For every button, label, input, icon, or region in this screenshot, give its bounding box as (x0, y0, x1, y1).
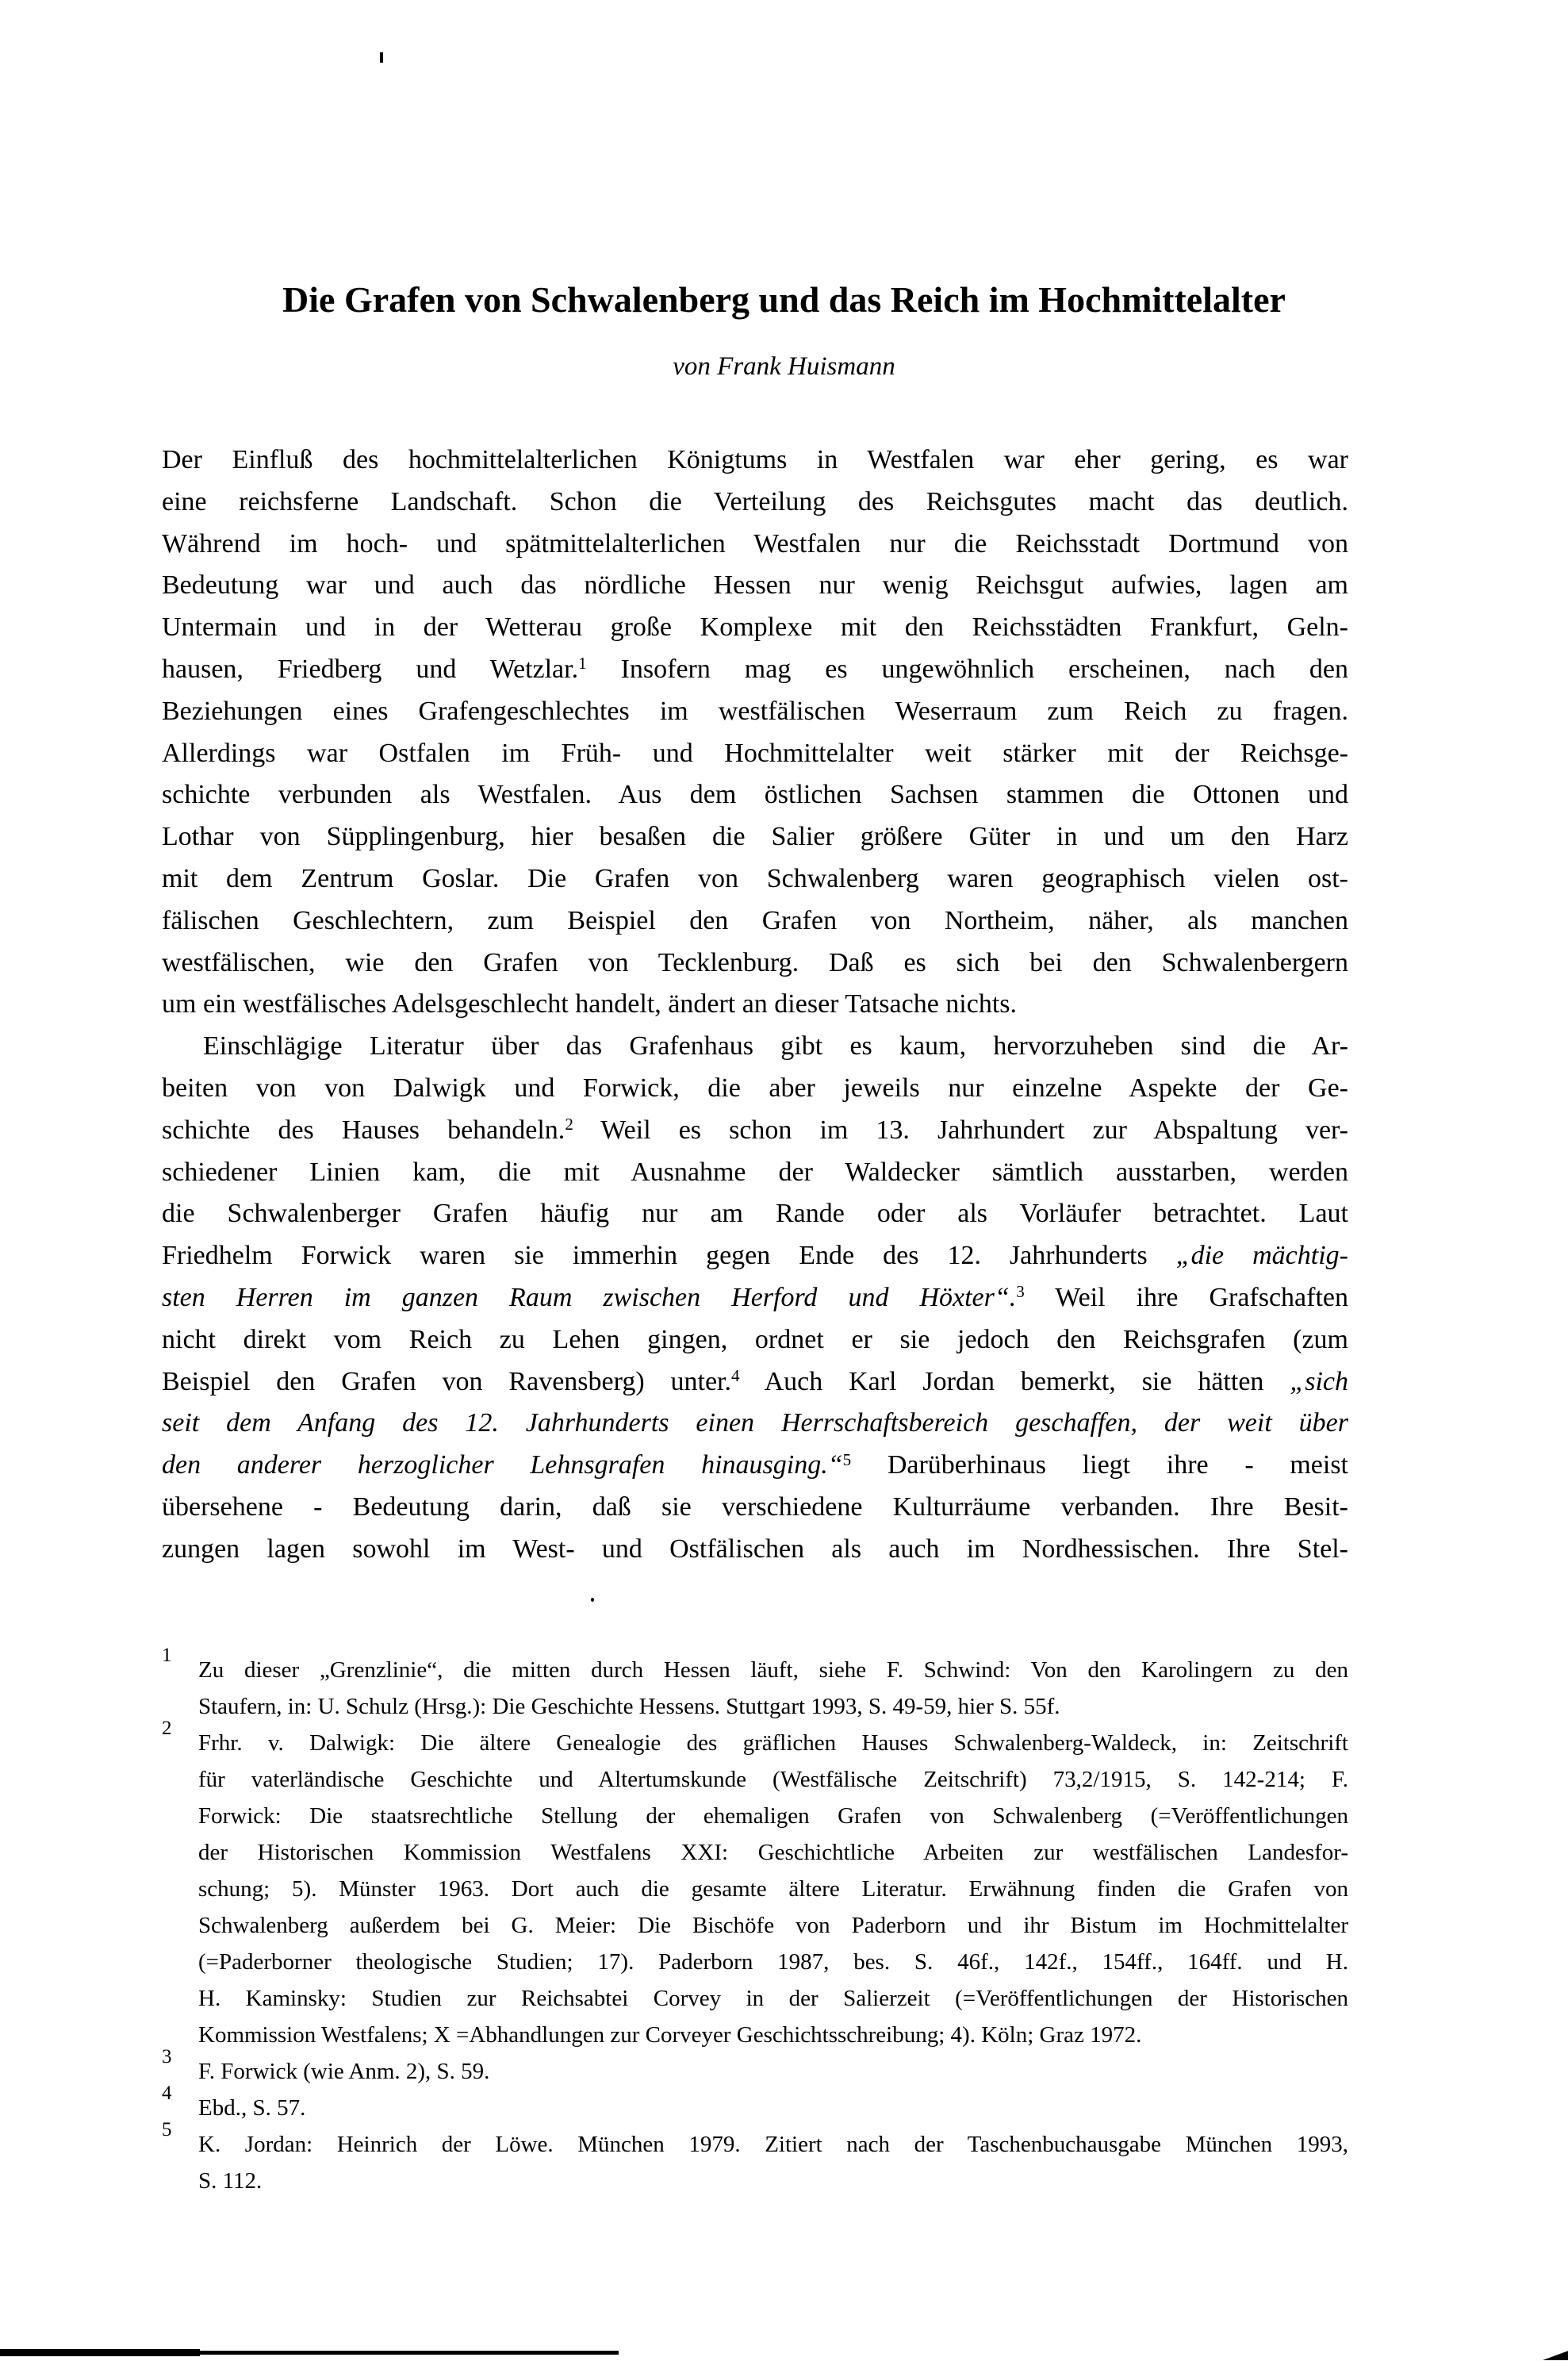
body-segment: beiten von von Dalwigk und Forwick, die aber jeweils nur einzelne Aspekte der Ge- (162, 1073, 1348, 1103)
footnote-line: Forwick: Die staatsrechtliche Stellung der ehemaligen Grafen von Schwalenberg (=Veröffentlichungen (198, 1803, 1348, 1829)
footnote-line: der Historischen Kommission Westfalens XXI: Geschichtliche Arbeiten zur westfälischen Landesfor- (198, 1840, 1348, 1865)
footnote-line: schung; 5). Münster 1963. Dort auch die gesamte ältere Literatur. Erwähnung finden die Grafen von (198, 1876, 1348, 1902)
scan-artifact-bottom-bar-thin (197, 2351, 619, 2355)
body-segment: Insofern mag es ungewöhnlich erscheinen, nach den (586, 654, 1348, 684)
body-segment: Der Einfluß des hochmittelalterlichen Königtums in Westfalen war eher gering, es war (162, 445, 1348, 474)
footnote-line: S. 112. (198, 2168, 263, 2194)
body-line (162, 691, 1348, 733)
body-segment: Weil es schon im 13. Jahrhundert zur Abspaltung ver- (573, 1115, 1348, 1145)
body-segment: Untermain und in der Wetterau große Komplexe mit den Reichsstädten Frankfurt, Geln- (162, 612, 1348, 643)
body-line (162, 1026, 1348, 1068)
body-line (162, 1193, 1348, 1235)
footnote-line: Staufern, in: U. Schulz (Hrsg.): Die Geschichte Hessens. Stuttgart 1993, S. 49-59, hier S. 55f. (198, 1694, 1060, 1719)
body-segment: die Schwalenberger Grafen häufig nur am Rande oder als Vorläufer betrachtet. Laut (162, 1199, 1348, 1229)
footnote-line: Zu dieser „Grenzlinie“, die mitten durch Hessen läuft, siehe F. Schwind: Von den Karolingern zu den (198, 1657, 1348, 1683)
footnote-line: H. Kaminsky: Studien zur Reichsabtei Corvey in der Salierzeit (=Veröffentlichungen der Historischen (198, 1986, 1348, 2011)
footnote-line: (=Paderborner theologische Studien; 17). Paderborn 1987, bes. S. 46f., 142f., 154ff., 164ff. und H. (198, 1949, 1348, 1975)
body-segment: Einschlägige Literatur über das Grafenhaus gibt es kaum, hervorzuheben sind die Ar- (203, 1031, 1348, 1061)
scan-artifact-mid-dot (591, 1598, 594, 1602)
body-line (162, 1319, 1348, 1361)
body-segment: Darüberhinaus liegt ihre - meist (851, 1450, 1348, 1480)
body-line (162, 900, 1348, 942)
body-segment: Bedeutung war und auch das nördliche Hessen nur wenig Reichsgut aufwies, lagen am (162, 570, 1348, 601)
footnote-item (162, 1718, 1348, 2053)
body-segment: Beispiel den Grafen von Ravensberg) unter. (162, 1366, 732, 1396)
footnote-number: 2 (162, 1718, 172, 1739)
footnote-number: 4 (162, 2083, 172, 2104)
body-line (162, 565, 1348, 607)
body-segment: schichte verbunden als Westfalen. Aus dem östlichen Sachsen stammen die Ottonen und (162, 780, 1348, 810)
article-title: Die Grafen von Schwalenberg und das Reich im Hochmittelalter (282, 279, 1286, 320)
body-segment: schiedener Linien kam, die mit Ausnahme der Waldecker sämtlich ausstarben, werden (162, 1157, 1348, 1187)
body-line (162, 482, 1348, 524)
footnote-number: 1 (162, 1645, 172, 1666)
body-segment: den anderer herzoglicher Lehnsgrafen hinausging.“ (162, 1450, 843, 1480)
footnote-line: Schwalenberg außerdem bei G. Meier: Die Bischöfe von Paderborn und ihr Bistum im Hochmittelalter (198, 1913, 1348, 1938)
body-segment: westfälischen, wie den Grafen von Tecklenburg. Daß es sich bei den Schwalenbergern (162, 947, 1348, 977)
body-text (162, 440, 1348, 1571)
body-segment: Weil ihre Grafschaften (1024, 1282, 1348, 1312)
footnote-item (162, 2083, 1348, 2126)
body-line (162, 1277, 1348, 1319)
body-line (162, 858, 1348, 900)
footnote-item (162, 2046, 1348, 2090)
body-line (162, 1403, 1348, 1445)
body-line (162, 1110, 1348, 1152)
body-segment: übersehene - Bedeutung darin, daß sie verschiedene Kulturräume verbanden. Ihre Besit- (162, 1491, 1348, 1522)
body-segment: fälischen Geschlechtern, zum Beispiel den Grafen von Northeim, näher, als manchen (162, 905, 1348, 935)
body-segment: Beziehungen eines Grafengeschlechtes im westfälischen Weserraum zum Reich zu fragen. (162, 696, 1348, 726)
footnote-line: F. Forwick (wie Anm. 2), S. 59. (198, 2059, 490, 2084)
body-line (162, 524, 1348, 566)
body-segment: Auch Karl Jordan bemerkt, sie hätten (739, 1366, 1290, 1396)
body-line (162, 1152, 1348, 1194)
body-segment: sten Herren im ganzen Raum zwischen Herford und Höxter“. (162, 1282, 1017, 1312)
body-line (162, 984, 1348, 1026)
scan-artifact-top-tick (380, 52, 383, 63)
body-segment: hausen, Friedberg und Wetzlar. (162, 654, 579, 684)
body-line (162, 1235, 1348, 1277)
body-line (162, 649, 1348, 691)
footnote-line: Frhr. v. Dalwigk: Die ältere Genealogie des gräflichen Hauses Schwalenberg-Waldeck, in: Zeitschrift (198, 1730, 1348, 1756)
body-segment: „die mächtig- (1175, 1241, 1348, 1271)
footnote-marker: 4 (731, 1366, 740, 1385)
body-segment: „sich (1290, 1366, 1348, 1396)
footnote-number: 5 (162, 2119, 172, 2140)
footnote-line: K. Jordan: Heinrich der Löwe. München 1979. Zitiert nach der Taschenbuchausgabe München 1993, (198, 2132, 1348, 2157)
body-line (162, 1361, 1348, 1403)
body-line (162, 774, 1348, 816)
body-segment: nicht direkt vom Reich zu Lehen gingen, ordnet er sie jedoch den Reichsgrafen (zum (162, 1324, 1348, 1354)
body-segment: zungen lagen sowohl im West- und Ostfälischen als auch im Nordhessischen. Ihre Stel- (162, 1534, 1348, 1564)
body-line (162, 816, 1348, 858)
body-segment: mit dem Zentrum Goslar. Die Grafen von Schwalenberg waren geographisch vielen ost- (162, 863, 1348, 893)
footnote-line: für vaterländische Geschichte und Altertumskunde (Westfälische Zeitschrift) 73,2/1915, S. 142-214; F. (198, 1767, 1348, 1792)
footnote-number: 3 (162, 2046, 172, 2067)
body-line (162, 1445, 1348, 1487)
body-segment: Während im hoch- und spätmittelalterlichen Westfalen nur die Reichsstadt Dortmund von (162, 528, 1348, 559)
body-line (162, 440, 1348, 482)
body-segment: Lothar von Süpplingenburg, hier besaßen die Salier größere Güter in und um den Harz (162, 822, 1348, 852)
body-line (162, 1487, 1348, 1529)
article-byline: von Frank Huismann (673, 352, 895, 381)
footnote-marker: 1 (578, 654, 587, 674)
scan-artifact-bottom-right-wedge (1543, 2350, 1568, 2360)
footnote-line: Kommission Westfalens; X =Abhandlungen zur Corveyer Geschichtsschreibung; 4). Köln; Graz 1972. (198, 2022, 1142, 2048)
body-segment: schichte des Hauses behandeln. (162, 1115, 565, 1145)
body-segment: eine reichsferne Landschaft. Schon die Verteilung des Reichsgutes macht das deutlich. (162, 486, 1348, 516)
body-segment: um ein westfälisches Adelsgeschlecht handelt, ändert an dieser Tatsache nichts. (162, 989, 1018, 1019)
body-segment: Friedhelm Forwick waren sie immerhin gegen Ende des 12. Jahrhunderts (162, 1241, 1176, 1271)
body-line (162, 607, 1348, 649)
footnote-line: Ebd., S. 57. (198, 2095, 306, 2121)
scan-artifact-bottom-bar-thick (0, 2349, 200, 2356)
body-segment: seit dem Anfang des 12. Jahrhunderts einen Herrschaftsbereich geschaffen, der weit über (162, 1408, 1348, 1438)
footnote-marker: 5 (842, 1449, 852, 1469)
body-segment: Allerdings war Ostfalen im Früh- und Hochmittelalter weit stärker mit der Reichsge- (162, 738, 1348, 768)
footnote-marker: 2 (565, 1115, 573, 1134)
body-line (162, 1529, 1348, 1571)
footnotes (162, 1645, 1348, 2199)
footnote-marker: 3 (1016, 1282, 1025, 1302)
body-line (162, 733, 1348, 775)
footnote-item (162, 1645, 1348, 1725)
body-line (162, 1068, 1348, 1110)
footnote-item (162, 2119, 1348, 2199)
body-line (162, 942, 1348, 985)
